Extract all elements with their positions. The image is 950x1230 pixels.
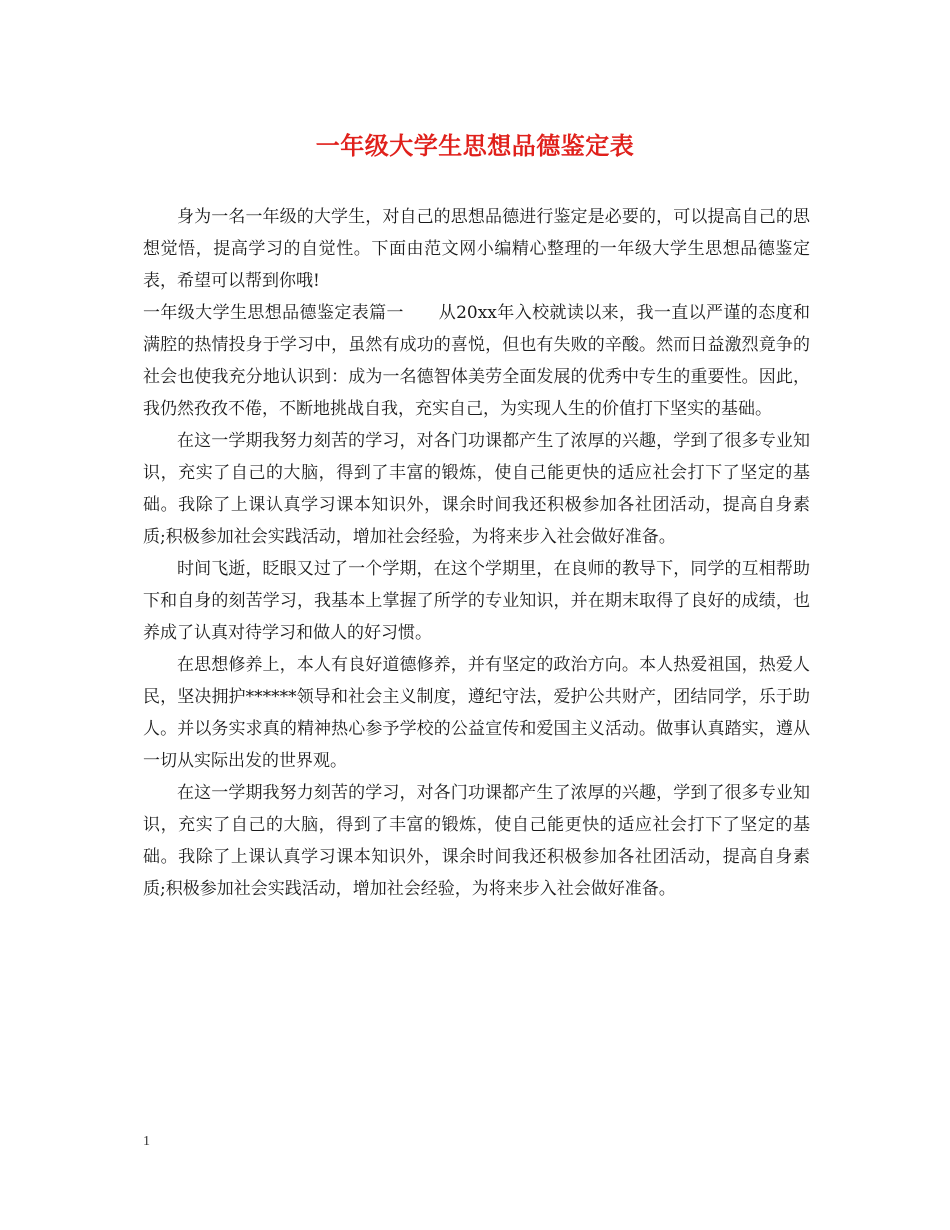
document-title: 一年级大学生思想品德鉴定表 bbox=[315, 131, 635, 160]
paragraph-time: 时间飞逝，眨眼又过了一个学期，在这个学期里，在良师的教导下，同学的互相帮助下和自身的刻苦学习，我基本上掌握了所学的专业知识，并在期末取得了良好的成绩，也养成了认真对待学习和做人的好习惯。 bbox=[143, 559, 810, 643]
paragraph-study-repeat: 在这一学期我努力刻苦的学习，对各门功课都产生了浓厚的兴趣，学到了很多专业知识，充实了自己的大脑，得到了丰富的锻炼，使自己能更快的适应社会打下了坚定的基础。我除了上课认真学习课本知识外，课余时间我还积极参加各社团活动，提高自身素质;积极参加社会实践活动，增加社会经验，为将来步入社会做好准备。 bbox=[143, 783, 810, 899]
paragraph-intro: 身为一名一年级的大学生，对自己的思想品德进行鉴定是必要的，可以提高自己的思想觉悟，提高学习的自觉性。下面由范文网小编精心整理的一年级大学生思想品德鉴定表，希望可以帮到你哦! bbox=[143, 207, 810, 291]
paragraph-study: 在这一学期我努力刻苦的学习，对各门功课都产生了浓厚的兴趣，学到了很多专业知识，充实了自己的大脑，得到了丰富的锻炼，使自己能更快的适应社会打下了坚定的基础。我除了上课认真学习课本知识外，课余时间我还积极参加各社团活动，提高自身素质;积极参加社会实践活动，增加社会经验，为将来步入社会做好准备。 bbox=[143, 431, 810, 547]
page-number: 1 bbox=[143, 1134, 150, 1149]
paragraph-section-one: 一年级大学生思想品德鉴定表篇一 从20xx年入校就读以来，我一直以严谨的态度和满腔的热情投身于学习中，虽然有成功的喜悦，但也有失败的辛酸。然而日益激烈竟争的社会也使我充分地认识到：成为一名德智体美劳全面发展的优秀中专生的重要性。因此，我仍然孜孜不倦，不断地挑战自我，充实自己，为实现人生的价值打下坚实的基础。 bbox=[143, 303, 810, 419]
paragraph-ideology: 在思想修养上，本人有良好道德修养，并有坚定的政治方向。本人热爱祖国，热爱人民，坚决拥护******领导和社会主义制度，遵纪守法，爱护公共财产，团结同学，乐于助人。并以务实求真的精神热心参予学校的公益宣传和爱国主义活动。做事认真踏实，遵从一切从实际出发的世界观。 bbox=[143, 655, 810, 771]
document-body bbox=[143, 201, 810, 905]
